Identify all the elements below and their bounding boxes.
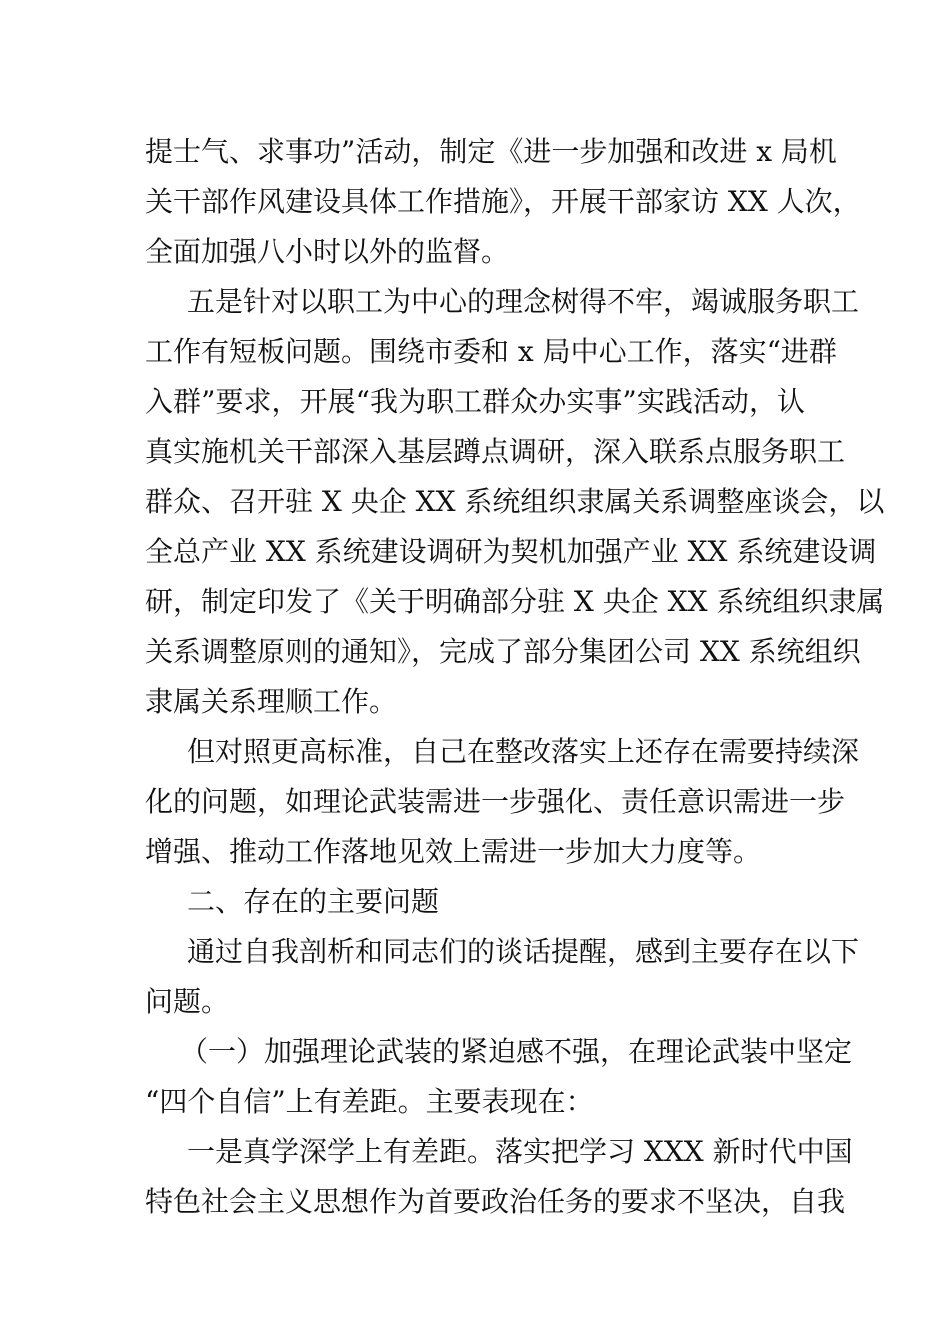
summary-line-1: 但对照更高标准，自己在整改落实上还存在需要持续深 [187, 735, 860, 768]
summary-line-3: 增强、推动工作落地见效上需进一步加大力度等。 [145, 835, 762, 868]
paragraph-five-line-9: 隶属关系理顺工作。 [145, 685, 398, 718]
intro-line-2: 问题。 [145, 985, 230, 1018]
section-heading: 二、存在的主要问题 [187, 885, 440, 918]
paragraph-five-line-5: 群众、召开驻 X 央企 XX 系统组织隶属关系调整座谈会，以 [145, 485, 885, 518]
point-one-line-1: 一是真学深学上有差距。落实把学习 XXX 新时代中国 [187, 1135, 853, 1168]
intro-line-1: 通过自我剖析和同志们的谈话提醒，感到主要存在以下 [187, 935, 860, 968]
paragraph-five-line-8: 关系调整原则的通知》，完成了部分集团公司 XX 系统组织 [145, 635, 861, 668]
subsection-heading-line-1: （一）加强理论武装的紧迫感不强，在理论武装中坚定 [180, 1035, 853, 1068]
subsection-heading-line-2: “四个自信”上有差距。主要表现在： [145, 1085, 594, 1118]
body-line-3: 全面加强八小时以外的监督。 [145, 235, 510, 268]
paragraph-five-line-1: 五是针对以职工为中心的理念树得不牢，竭诚服务职工 [187, 285, 860, 318]
summary-line-2: 化的问题，如理论武装需进一步强化、责任意识需进一步 [145, 785, 846, 818]
body-line-2: 关干部作风建设具体工作措施》，开展干部家访 XX 人次， [145, 185, 861, 218]
paragraph-five-line-6: 全总产业 XX 系统建设调研为契机加强产业 XX 系统建设调 [145, 535, 877, 568]
paragraph-five-line-4: 真实施机关干部深入基层蹲点调研，深入联系点服务职工 [145, 435, 846, 468]
body-line-1: 提士气、求事功”活动，制定《进一步加强和改进 x 局机 [145, 135, 837, 168]
point-one-line-2: 特色社会主义思想作为首要政治任务的要求不坚决，自我 [145, 1185, 846, 1218]
paragraph-five-line-2: 工作有短板问题。围绕市委和 x 局中心工作，落实“进群 [145, 335, 837, 368]
paragraph-five-line-7: 研，制定印发了《关于明确部分驻 X 央企 XX 系统组织隶属 [145, 585, 885, 618]
paragraph-five-line-3: 入群”要求，开展“我为职工群众办实事”实践活动，认 [145, 385, 805, 418]
